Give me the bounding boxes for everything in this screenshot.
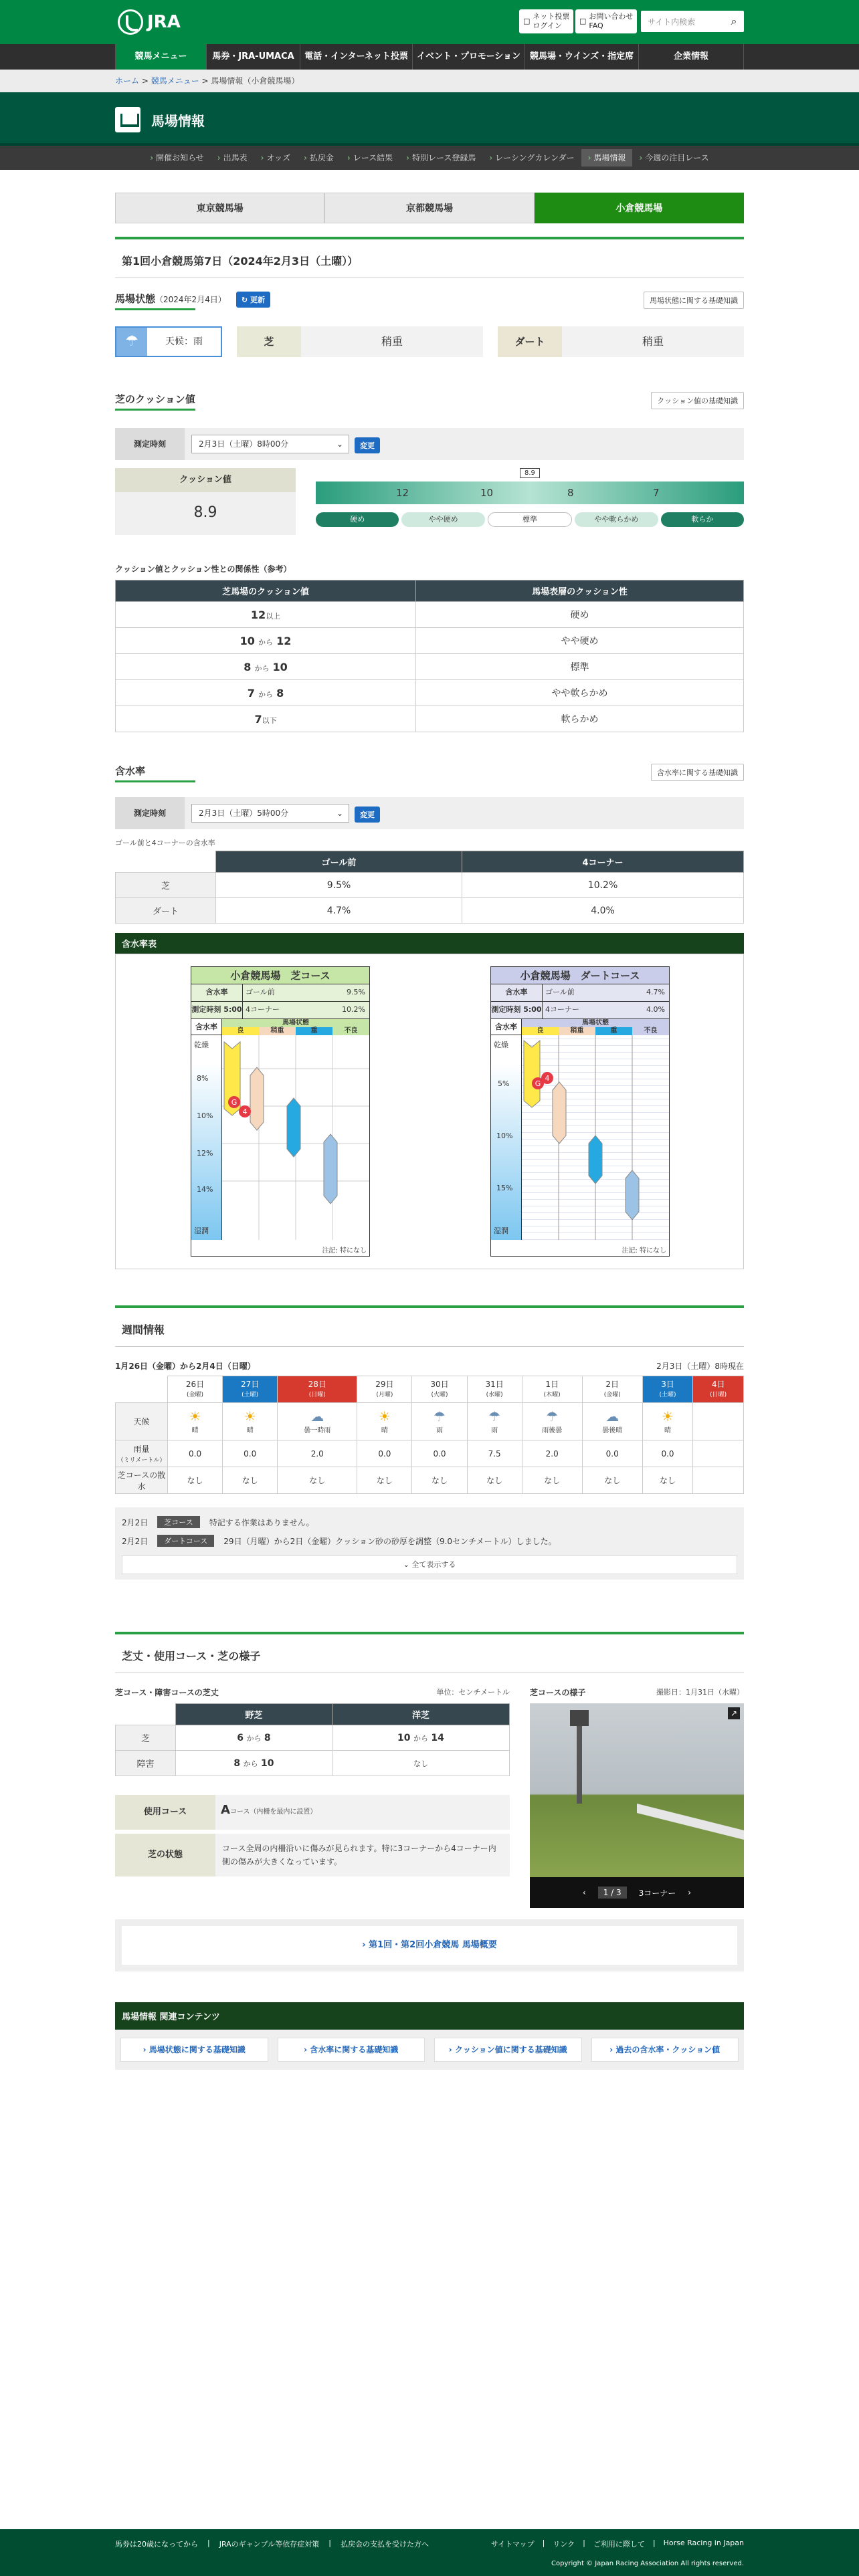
svg-text:G: G <box>231 1098 237 1107</box>
meeting-title: 第1回小倉競馬第7日（2024年2月3日（土曜）） <box>115 239 744 278</box>
table-row: 7 から 8 やや軟らかめ <box>116 680 744 706</box>
watering-cell: なし <box>223 1467 278 1494</box>
search-icon[interactable]: ⌕ <box>731 15 737 27</box>
svg-text:G: G <box>535 1079 541 1088</box>
watering-cell: なし <box>412 1467 467 1494</box>
weekday-header: 29日 (月曜) <box>357 1376 412 1403</box>
site-search-input[interactable]: サイト内検索 ⌕ <box>641 11 744 32</box>
racecourse-tabs-wrap <box>115 193 744 278</box>
prev-arrow-icon[interactable]: ‹ <box>582 1888 586 1897</box>
footer-link[interactable]: 払戻金の支払を受けた方へ <box>340 2540 429 2549</box>
global-nav <box>0 44 859 70</box>
baba-title: 馬場状態（2024年2月4日） <box>115 293 226 310</box>
rail-image <box>637 1804 744 1840</box>
rain-cell: 7.5 <box>467 1440 522 1467</box>
dirt-moisture-chart: 小倉競馬場 ダートコース 含水率 ゴール前 4.7% 測定時刻 5:00 4コーナー 4.0% 含水率 乾燥 5% 10% 15% 湿潤 馬場状態 良 稍重 重 不良 G 4 注記: 特になし <box>490 966 670 1257</box>
grass-height-table: 野芝 洋芝 芝 6 から 8 10 から 14 障害 8 から 10 なし <box>115 1703 510 1776</box>
weather-cell: ☀ 晴 <box>642 1403 693 1440</box>
weather-icon: ☂ <box>488 1408 501 1424</box>
update-button[interactable]: ↻ 更新 <box>236 292 270 308</box>
table-row: 障害 8 から 10 なし <box>116 1751 510 1776</box>
watering-cell: なし <box>582 1467 642 1494</box>
breadcrumb-home[interactable]: ホーム <box>115 76 140 86</box>
watering-cell <box>693 1467 744 1494</box>
cushion-knowledge-link[interactable]: クッション値の基礎知識 <box>651 392 744 409</box>
expand-icon[interactable]: ↗ <box>728 1707 740 1719</box>
gnav-item-menu[interactable]: 競馬メニュー <box>115 44 206 70</box>
related-link[interactable]: › 含水率に関する基礎知識 <box>278 2038 425 2062</box>
table-row: 7以下 軟らかめ <box>116 706 744 732</box>
cushion-time-select[interactable]: 2月3日（土曜）8時00分 ⌄ <box>191 435 349 453</box>
weather-cell: ☀ 晴 <box>168 1403 223 1440</box>
overview-box <box>115 1919 744 1971</box>
tab-kyoto[interactable]: 京都競馬場 <box>324 193 534 223</box>
weekday-header: 2日 (金曜) <box>582 1376 642 1403</box>
moisture-section: 含水率 含水率に関する基礎知識 測定時刻 2月3日（土曜）5時00分 ⌄ 変更 ゴール前と4コーナーの含水率 ゴール前 4コーナー 芝 9.5% 10.2% ダート 4.7% 4.0% 含水率表 小倉競馬場 芝コース 含水率 ゴール前 9.5% 測定時刻 5:00 4コーナー 10.2% 含水率 乾燥 8% 10% 12% 14% 湿潤 馬場状態 良 稍重 重 不良 G 4 注記: 特になし 小倉競馬場 ダートコース 含水率 ゴール前 4.7% 測定時刻 5:00 4コーナー 4.0% 含水率 乾燥 5% 10% 15% 湿潤 馬場状態 良 稍重 重 不良 G 4 注記: 特になし <box>115 764 744 1269</box>
turf-moisture-chart: 小倉競馬場 芝コース 含水率 ゴール前 9.5% 測定時刻 5:00 4コーナー 10.2% 含水率 乾燥 8% 10% 12% 14% 湿潤 馬場状態 良 稍重 重 不良 G 4 注記: 特になし <box>191 966 370 1257</box>
table-row: 8 から 10 標準 <box>116 654 744 680</box>
weather-icon: ☀ <box>244 1408 256 1424</box>
weekday-header: 31日 (水曜) <box>467 1376 522 1403</box>
jra-logo[interactable]: JRA <box>118 9 181 35</box>
table-row: ダート 4.7% 4.0% <box>116 898 744 924</box>
svg-text:4: 4 <box>545 1074 550 1083</box>
show-all-button[interactable]: ⌄ 全て表示する <box>122 1555 737 1574</box>
list-item: 2月2日 ダートコース 29日（月曜）から2日（金曜）クッション砂の砂厚を調整（9.0センチメートル）しました。 <box>122 1533 737 1549</box>
rain-cell: 0.0 <box>582 1440 642 1467</box>
rain-cell: 2.0 <box>522 1440 582 1467</box>
dirt-moisture-graphic <box>522 1035 669 1240</box>
weekly-title: 週間情報 <box>115 1308 744 1347</box>
weather-icon: ☂ <box>434 1408 446 1424</box>
weekday-header: 28日 (日曜) <box>278 1376 357 1403</box>
weather-cell: ☁ 曇一時雨 <box>278 1403 357 1440</box>
list-item: 2月2日 芝コース 特記する作業はありません。 <box>122 1514 737 1530</box>
subnav-item[interactable]: › 今週の注目レース <box>632 146 715 170</box>
table-row: 芝 9.5% 10.2% <box>116 873 744 898</box>
subnav-item-active[interactable]: › 馬場情報 <box>581 149 633 167</box>
overview-link[interactable]: › 第1回・第2回小倉競馬 馬場概要 <box>122 1926 737 1965</box>
svg-text:4: 4 <box>242 1107 248 1116</box>
cushion-marker: 8.9 <box>520 468 540 478</box>
weekly-table: 26日 (金曜) 27日 (土曜) 28日 (日曜) 29日 (月曜) 30日 (火曜) 31日 (水曜) 1日 (木曜) 2日 (金曜) 3日 (土曜) 4日 (日曜) 天候 ☀ 晴 ☀ 晴 ☁ 曇一時雨 ☀ 晴 ☂ 雨 ☂ 雨 ☂ 雨後曇 ☁ 曇後晴 ☀ 晴 雨量 （ミリメートル） 0.0 0.0 2.0 0.0 0.0 7.5 2.0 0.0 0.0 芝コースの散水 なし なし なし なし なし なし なし なし なし <box>115 1376 744 1494</box>
turf-state-box: 芝 稍重 <box>237 326 483 357</box>
moisture-chart-title: 含水率表 <box>115 933 744 954</box>
subnav-item[interactable]: › 払戻金 <box>297 146 341 170</box>
moisture-charts-box <box>115 954 744 1269</box>
cushion-value-box: クッション値 8.9 <box>115 468 296 535</box>
weekday-header: 27日 (土曜) <box>223 1376 278 1403</box>
site-header <box>0 0 859 44</box>
weather-box: ☂ 天候：雨 <box>115 326 222 357</box>
lock-icon: □ <box>523 17 531 25</box>
watering-cell: なし <box>642 1467 693 1494</box>
weather-cell: ☂ 雨 <box>412 1403 467 1440</box>
breadcrumb: ホーム > 競馬メニュー > 馬場情報（小倉競馬場） <box>0 70 859 92</box>
footer-link[interactable]: Horse Racing in Japan <box>663 2539 744 2547</box>
rain-cell: 0.0 <box>642 1440 693 1467</box>
subnav-item[interactable]: › 開催お知らせ <box>143 146 210 170</box>
footer-link[interactable]: JRAのギャンブル等依存症対策 <box>219 2540 320 2549</box>
turf-photo <box>530 1703 744 1877</box>
baba-knowledge-link[interactable]: 馬場状態に関する基礎知識 <box>644 292 744 309</box>
gnav-item-event[interactable]: イベント・プロモーション <box>412 44 524 70</box>
footer-link[interactable]: サイトマップ <box>490 2540 535 2549</box>
weather-icon: ☀ <box>189 1408 201 1424</box>
weather-icon: ☀ <box>378 1408 391 1424</box>
gnav-item-ticket[interactable]: 馬券・JRA-UMACA <box>206 44 300 70</box>
related-link[interactable]: › クッション値に関する基礎知識 <box>434 2038 582 2062</box>
page-title: 馬場情報 <box>151 113 205 129</box>
moisture-title: 含水率 <box>115 765 145 782</box>
chevron-down-icon: ⌄ <box>336 809 343 818</box>
site-footer: 馬券は20歳になってから | JRAのギャンブル等依存症対策 | 払戻金の支払を受けた方へ サイトマップ | リンク | ご利用に際して | Horse Racing in Japan Copyright © Japan Racing Association All rights reserved. <box>0 2529 859 2576</box>
gnav-item-company[interactable]: 企業情報 <box>638 44 744 70</box>
moisture-time-select[interactable]: 2月3日（土曜）5時00分 ⌄ <box>191 804 349 823</box>
rain-cell: 0.0 <box>357 1440 412 1467</box>
weekly-notes <box>115 1507 744 1580</box>
rain-icon: ☂ <box>116 328 147 356</box>
rain-cell <box>693 1440 744 1467</box>
related-section: 馬場情報 関連コンテンツ › 馬場状態に関する基礎知識 › 含水率に関する基礎知識 › クッション値に関する基礎知識 › 過去の含水率・クッション値 <box>115 2002 744 2070</box>
subnav-item[interactable]: › レーシングカレンダー <box>482 146 581 170</box>
table-row: 芝 6 から 8 10 から 14 <box>116 1725 510 1751</box>
weather-cell: ☂ 雨後曇 <box>522 1403 582 1440</box>
subnav-item[interactable]: › レース結果 <box>341 146 399 170</box>
moisture-time-bar: 測定時刻 2月3日（土曜）5時00分 ⌄ 変更 <box>115 797 744 829</box>
moisture-knowledge-link[interactable]: 含水率に関する基礎知識 <box>651 764 744 781</box>
weekday-header: 30日 (火曜) <box>412 1376 467 1403</box>
weather-cell <box>693 1403 744 1440</box>
turf-moisture-graphic <box>222 1035 369 1240</box>
question-icon: □ <box>579 17 587 25</box>
watering-cell: なし <box>168 1467 223 1494</box>
weekday-header: 4日 (日曜) <box>693 1376 744 1403</box>
weather-cell: ☀ 晴 <box>357 1403 412 1440</box>
weekday-header: 3日 (土曜) <box>642 1376 693 1403</box>
net-vote-login-button[interactable]: □ ネット投票 ログイン <box>519 9 573 33</box>
watering-cell: なし <box>522 1467 582 1494</box>
weekday-header: 26日 (金曜) <box>168 1376 223 1403</box>
moisture-table: ゴール前 4コーナー 芝 9.5% 10.2% ダート 4.7% 4.0% <box>115 851 744 924</box>
subnav-item[interactable]: › オッズ <box>254 146 297 170</box>
cushion-change-button[interactable]: 変更 <box>355 437 380 453</box>
weather-icon: ☁ <box>310 1408 324 1424</box>
racecourse-tabs <box>115 193 744 223</box>
use-course-row: 使用コース Aコース（内柵を最内に設置） <box>115 1795 510 1830</box>
weekday-header: 1日 (木曜) <box>522 1376 582 1403</box>
tab-tokyo[interactable]: 東京競馬場 <box>115 193 324 223</box>
gnav-item-vote[interactable]: 電話・インターネット投票 <box>300 44 412 70</box>
cushion-gradient <box>316 481 744 504</box>
rain-cell: 0.0 <box>412 1440 467 1467</box>
baba-section <box>115 292 744 357</box>
tab-kokura[interactable]: 小倉競馬場 <box>535 193 744 223</box>
cushion-value: 8.9 <box>193 504 217 521</box>
photo-pager: ‹ 1 / 3 3コーナー › <box>530 1877 744 1908</box>
table-row: 10 から 12 やや硬め <box>116 628 744 654</box>
sub-nav <box>0 146 859 170</box>
weather-cell: ☀ 晴 <box>223 1403 278 1440</box>
weather-icon: ☁ <box>605 1408 619 1424</box>
course-section: 芝丈・使用コース・芝の様子 芝コース・障害コースの芝丈 単位：センチメートル 野芝 洋芝 芝 6 から 8 10 から 14 障害 8 から 10 なし 使用コース Aコース（内柵を最内に設置） 芝の状態 コース全周の内柵沿いに傷みが見られます。特に3コーナーから4コーナー内側の傷みが大きくなっています。 芝コースの様子 撮影日：1月31日（水曜） ↗ ‹ 1 / 3 3コーナー › <box>115 1632 744 1934</box>
footer-link[interactable]: 馬券は20歳になってから <box>115 2540 198 2549</box>
rain-cell: 2.0 <box>278 1440 357 1467</box>
subnav-item[interactable]: › 特別レース登録馬 <box>399 146 482 170</box>
weather-icon: ☂ <box>546 1408 559 1424</box>
related-link[interactable]: › 過去の含水率・クッション値 <box>591 2038 739 2062</box>
section-header <box>0 92 859 146</box>
table-row: 12以上 硬め <box>116 602 744 628</box>
cushion-relation-table: 芝馬場のクッション値 馬場表層のクッション性 12以上 硬め 10 から 12 やや硬め 8 から 10 標準 7 から 8 やや軟らかめ 7以下 軟らかめ <box>115 580 744 732</box>
subnav-item[interactable]: › 出馬表 <box>211 146 254 170</box>
cushion-title: 芝のクッション値 <box>115 393 195 411</box>
cushion-section: 芝のクッション値 クッション値の基礎知識 測定時刻 2月3日（土曜）8時00分 ⌄ 変更 クッション値 8.9 8.9 12 10 8 7 硬め やや硬め 標準 やや軟らかめ 軟らか クッション値とクッション性との関係性（参考） 芝馬場のクッション値 馬場表層のクッション性 12以上 硬め 10 から 12 やや硬め 8 から 10 標準 7 から 8 やや軟らかめ 7以下 軟らかめ <box>115 392 744 732</box>
footer-link[interactable]: リンク <box>553 2540 575 2549</box>
dirt-state-box: ダート 稍重 <box>498 326 744 357</box>
weekly-section: 週間情報 1月26日（金曜）から2月4日（日曜） 2月3日（土曜）8時現在 26日 (金曜) 27日 (土曜) 28日 (日曜) 29日 (月曜) 30日 (火曜) 31日 (水曜) 1日 (木曜) 2日 (金曜) 3日 (土曜) 4日 (日曜) 天候 ☀ 晴 ☀ 晴 ☁ 曇一時雨 ☀ 晴 ☂ 雨 ☂ 雨 ☂ 雨後曇 ☁ 曇後晴 ☀ 晴 雨量 （ミリメートル） 0.0 0.0 2.0 0.0 0.0 7.5 2.0 0.0 0.0 芝コースの散水 なし なし なし なし なし なし なし なし なし 2月2日 芝コース 特記する作業はありません。 2月2日 ダートコース 29日（月曜）から2日（金曜）クッション砂の砂厚を調整（9.0センチメートル）しました。 ⌄ 全て表示する <box>115 1305 744 1580</box>
jra-logo-icon <box>118 9 143 35</box>
watering-cell: なし <box>278 1467 357 1494</box>
cushion-time-bar: 測定時刻 2月3日（土曜）8時00分 ⌄ 変更 <box>115 428 744 460</box>
gnav-item-racecourse[interactable]: 競馬場・ウインズ・指定席 <box>524 44 638 70</box>
breadcrumb-menu[interactable]: 競馬メニュー <box>151 76 199 86</box>
weather-cell: ☂ 雨 <box>467 1403 522 1440</box>
moisture-change-button[interactable]: 変更 <box>355 807 380 823</box>
weather-cell: ☁ 曇後晴 <box>582 1403 642 1440</box>
cushion-scale: 8.9 12 10 8 7 硬め やや硬め 標準 やや軟らかめ 軟らか <box>316 468 744 535</box>
turf-condition-row: 芝の状態 コース全周の内柵沿いに傷みが見られます。特に3コーナーから4コーナー内側の傷みが大きくなっています。 <box>115 1834 510 1876</box>
inquiry-faq-button[interactable]: □ お問い合わせ FAQ <box>575 9 637 33</box>
watering-cell: なし <box>467 1467 522 1494</box>
course-title: 芝丈・使用コース・芝の様子 <box>115 1634 744 1673</box>
rain-cell: 0.0 <box>223 1440 278 1467</box>
next-arrow-icon[interactable]: › <box>688 1888 692 1897</box>
related-link[interactable]: › 馬場状態に関する基礎知識 <box>120 2038 268 2062</box>
weather-icon: ☀ <box>662 1408 674 1424</box>
chevron-down-icon: ⌄ <box>336 439 343 449</box>
watering-cell: なし <box>357 1467 412 1494</box>
rain-cell: 0.0 <box>168 1440 223 1467</box>
light-tower-head <box>570 1710 589 1726</box>
turf-icon <box>115 107 140 132</box>
footer-link[interactable]: ご利用に際して <box>593 2540 645 2549</box>
